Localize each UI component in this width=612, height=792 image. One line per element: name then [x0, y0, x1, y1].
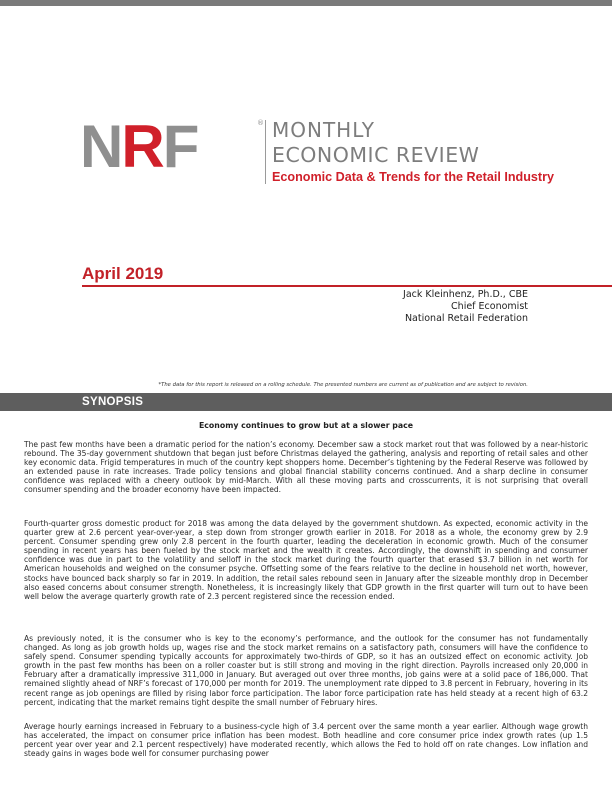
top-bar — [0, 0, 612, 6]
synopsis-heading: Economy continues to grow but at a slower pace — [198, 421, 414, 430]
author-title: Chief Economist — [451, 301, 528, 312]
data-disclaimer: *The data for this report is released on a rolling schedule. The presented numbers are current as of publication and are subject to revision. — [158, 382, 528, 388]
masthead-tagline: Economic Data & Trends for the Retail Industry — [272, 170, 555, 184]
masthead-title: ECONOMIC REVIEW — [272, 143, 480, 167]
issue-date: April 2019 — [82, 264, 164, 283]
masthead-monthly: MONTHLY — [272, 118, 375, 142]
synopsis-paragraph: Fourth-quarter gross domestic product for 2018 was among the data delayed by the government shutdown. As expected, economic activity in the quarter grew at 2.6 percent year-over-year, a step down from stronger growth earlier in 2018. For 2018 as a whole, the economy grew by 2.9 percent. Consumer spending grew only 2.8 percent in the fourth quarter, leading the deceleration in economic growth. Much of the consumer spending in recent years has been fueled by the stock market and the wealth it creates. Accordingly, the downshift in spending and consumer confidence was due in part to the volatility and selloff in the stock market during the fourth quarter that erased $3.7 billion in net worth for American households and weighed on the consumer psyche. Offsetting some of the fears relative to the decline in household net worth, however, stocks have bounced back sharply so far in 2019. In addition, the retail sales rebound seen in January after the sizeable monthly drop in December also eased concerns about consumer strength. Nonetheless, it is increasingly likely that GDP growth in the first quarter will turn out to have been well below the average quarterly growth rate of 2.3 percent registered since the recession ended. — [24, 519, 588, 601]
logo-divider — [265, 120, 266, 184]
nrf-logo — [80, 113, 198, 180]
logo-letter-f: F — [162, 113, 198, 180]
synopsis-paragraph: The past few months have been a dramatic period for the nation’s economy. December saw a stock market rout that was followed by a near-historic rebound. The 35-day government shutdown that began just before Christmas delayed the gathering, analysis and reporting of retail sales and other key economic data. Frigid temperatures in much of the country kept shoppers home. December’s tightening by the Federal Reserve was followed by an extended pause in rate increases. Trade policy tensions and global financial stability concerns continued. And a sharp decline in consumer confidence was replaced with a cheery outlook by mid-March. With all these moving parts and crosscurrents, it is not surprising that overall consumer spending and the broader economy have been impacted. — [24, 440, 588, 495]
logo-letter-r: R — [121, 113, 163, 180]
registered-mark: ® — [257, 119, 264, 127]
issue-rule — [82, 285, 612, 287]
author-name: Jack Kleinhenz, Ph.D., CBE — [403, 289, 528, 300]
author-organization: National Retail Federation — [404, 313, 528, 324]
logo-letter-n: N — [80, 113, 122, 180]
synopsis-paragraph: As previously noted, it is the consumer who is key to the economy’s performance, and the outlook for the consumer has not fundamentally changed. As long as job growth holds up, wages rise and the stock market remains on a satisfactory path, consumers will have the confidence to safely spend. Consumer spending typically accounts for approximately two-thirds of GDP, so it has an outsized effect on economic activity. Job growth in the past few months has been on a roller coaster but is still strong and moving in the right direction. Payrolls increased only 20,000 in February after a dramatically impressive 311,000 in January. But averaged out over three months, job gains were at a solid pace of 186,000. That remained slightly ahead of NRF’s forecast of 170,000 per month for 2019. The unemployment rate dipped to 3.8 percent in February, hovering in its recent range as job openings are filled by rising labor force participation. The labor force participation rate has held steady at a recent high of 63.2 percent, indicating that the market remains tight despite the small number of February hires. — [24, 634, 588, 707]
synopsis-paragraph: Average hourly earnings increased in February to a business-cycle high of 3.4 percent over the same month a year earlier. Although wage growth has accelerated, the impact on consumer price inflation has been modest. Both headline and core consumer price index growth rates (up 1.5 percent year over year and 2.1 percent respectively) have moderated recently, which allows the Fed to hold off on rate changes. Low inflation and steady gains in wages bode well for consumer purchasing power — [24, 722, 588, 759]
synopsis-label: SYNOPSIS — [82, 396, 144, 408]
